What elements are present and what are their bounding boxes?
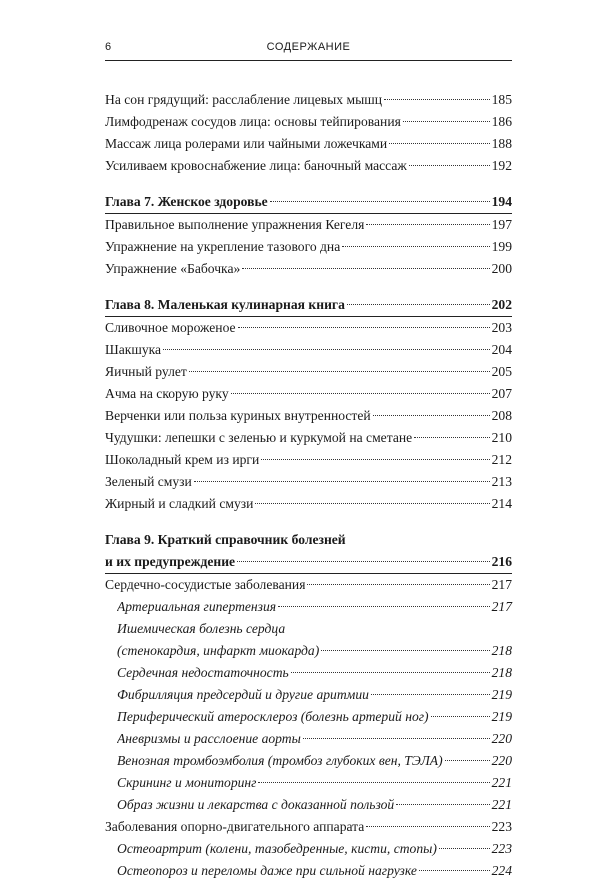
toc-entry: [105, 816, 512, 838]
toc-title: Шакшука: [105, 342, 162, 357]
toc-subentry: [105, 750, 512, 772]
toc-title: (стенокардия, инфаркт миокарда): [117, 643, 320, 658]
dot-leader: [439, 848, 490, 849]
toc-title: Верченки или польза куриных внутренностей: [105, 408, 371, 423]
toc-page-number: 205: [491, 364, 512, 379]
toc-chapter-heading: [105, 529, 512, 551]
toc-title: Образ жизни и лекарства с доказанной пользой: [117, 797, 395, 812]
toc-page-number: 210: [491, 430, 512, 445]
section-gap: [105, 515, 512, 529]
toc-entry: [105, 258, 512, 280]
dot-leader: [242, 268, 489, 269]
toc-title: и их предупреждение: [105, 554, 236, 569]
toc-page-number: 223: [491, 841, 512, 856]
toc-title: Сердечно-сосудистые заболевания: [105, 577, 306, 592]
dot-leader: [303, 738, 490, 739]
toc-title: Лимфодренаж сосудов лица: основы тейпирования: [105, 114, 401, 129]
toc-title: Ишемическая болезнь сердца: [117, 621, 286, 636]
dot-leader: [342, 246, 489, 247]
toc-title: Скрининг и мониторинг: [117, 775, 257, 790]
toc-page-number: 218: [491, 665, 512, 680]
toc-entry: [105, 383, 512, 405]
toc-page-number: 212: [491, 452, 512, 467]
dot-leader: [366, 826, 489, 827]
toc-title: Упражнение на укрепление тазового дна: [105, 239, 341, 254]
toc-title: Чудушки: лепешки с зеленью и куркумой на сметане: [105, 430, 413, 445]
toc-page-number: 218: [491, 643, 512, 658]
toc-subentry: [105, 794, 512, 816]
toc-page-number: 223: [491, 819, 512, 834]
toc-entry: [105, 236, 512, 258]
toc-subentry: [105, 728, 512, 750]
toc-entry: [105, 574, 512, 596]
dot-leader: [231, 393, 490, 394]
dot-leader: [278, 606, 490, 607]
toc-title: Яичный рулет: [105, 364, 187, 379]
toc-subentry: [105, 684, 512, 706]
toc-page-number: 217: [491, 599, 512, 614]
dot-leader: [238, 327, 490, 328]
toc-page-number: 194: [491, 194, 512, 209]
toc-chapter: [105, 191, 512, 214]
dot-leader: [445, 760, 490, 761]
toc-page-number: 216: [491, 554, 512, 569]
toc-title: Периферический атеросклероз (болезнь артерий ног): [117, 709, 429, 724]
toc-title: Артериальная гипертензия: [117, 599, 277, 614]
dot-leader: [255, 503, 489, 504]
toc-title: Венозная тромбоэмболия (тромбоз глубоких вен, ТЭЛА): [117, 753, 443, 768]
toc-page-number: 207: [491, 386, 512, 401]
dot-leader: [384, 99, 490, 100]
dot-leader: [347, 304, 490, 305]
dot-leader: [409, 165, 490, 166]
toc-entry: [105, 89, 512, 111]
dot-leader: [321, 650, 489, 651]
toc-page-number: 219: [491, 709, 512, 724]
toc-title: Заболевания опорно-двигательного аппарата: [105, 819, 365, 834]
dot-leader: [373, 415, 490, 416]
page-number: 6: [105, 41, 112, 53]
toc-title: Остеопороз и переломы даже при сильной нагрузке: [117, 863, 417, 878]
dot-leader: [194, 481, 490, 482]
toc-page-number: 186: [491, 114, 512, 129]
toc-page-number: 199: [491, 239, 512, 254]
toc-page-number: 208: [491, 408, 512, 423]
toc-entry: [105, 427, 512, 449]
toc-chapter: [105, 551, 512, 574]
toc-subentry: [105, 772, 512, 794]
toc-page-number: 220: [491, 753, 512, 768]
toc-title: Упражнение «Бабочка»: [105, 261, 241, 276]
toc-subentry: [105, 838, 512, 860]
toc-title: Сливочное мороженое: [105, 320, 236, 335]
dot-leader: [389, 143, 489, 144]
toc-entry: [105, 339, 512, 361]
toc-title: Аневризмы и расслоение аорты: [117, 731, 301, 746]
dot-leader: [431, 716, 490, 717]
dot-leader: [307, 584, 489, 585]
toc-entry: [105, 155, 512, 177]
toc-title: Глава 7. Женское здоровье: [105, 194, 268, 209]
dot-leader: [414, 437, 489, 438]
toc-title: Шоколадный крем из ирги: [105, 452, 260, 467]
toc-page-number: 200: [491, 261, 512, 276]
toc-title: Зеленый смузи: [105, 474, 192, 489]
dot-leader: [258, 782, 489, 783]
toc-page-number: 185: [491, 92, 512, 107]
toc-title: Глава 9. Краткий справочник болезней: [105, 532, 346, 547]
toc-page-number: 214: [491, 496, 512, 511]
toc-page-number: 224: [491, 863, 512, 878]
toc-entry: [105, 133, 512, 155]
page-title: СОДЕРЖАНИЕ: [266, 41, 351, 53]
toc-entry: [105, 493, 512, 515]
toc-subentry: [105, 640, 512, 662]
dot-leader: [291, 672, 490, 673]
page-header: [105, 38, 512, 61]
toc-page-number: 202: [491, 297, 512, 312]
toc-entry: [105, 214, 512, 236]
toc-subentry: [105, 860, 512, 882]
section-gap: [105, 280, 512, 294]
toc-title: Массаж лица ролерами или чайными ложечками: [105, 136, 388, 151]
toc-subentry-heading: [105, 618, 512, 640]
toc-page-number: 197: [491, 217, 512, 232]
toc-chapter: [105, 294, 512, 317]
toc-page-number: 221: [491, 775, 512, 790]
toc-page-number: 188: [491, 136, 512, 151]
toc-title: Фибрилляция предсердий и другие аритмии: [117, 687, 369, 702]
section-gap: [105, 177, 512, 191]
toc-page-number: 204: [491, 342, 512, 357]
toc-page-number: 219: [491, 687, 512, 702]
toc-page-number: 217: [491, 577, 512, 592]
dot-leader: [189, 371, 490, 372]
toc-entry: [105, 111, 512, 133]
toc-title: Усиливаем кровоснабжение лица: баночный массаж: [105, 158, 407, 173]
dot-leader: [261, 459, 489, 460]
toc-page-number: 221: [491, 797, 512, 812]
toc-title: Правильное выполнение упражнения Кегеля: [105, 217, 365, 232]
toc-entry: [105, 317, 512, 339]
toc-subentry: [105, 596, 512, 618]
toc-entry: [105, 471, 512, 493]
dot-leader: [366, 224, 489, 225]
dot-leader: [419, 870, 490, 871]
toc-title: Глава 8. Маленькая кулинарная книга: [105, 297, 345, 312]
dot-leader: [403, 121, 490, 122]
toc-entry: [105, 449, 512, 471]
toc-title: Жирный и сладкий смузи: [105, 496, 254, 511]
toc-entry: [105, 361, 512, 383]
toc-page-number: 213: [491, 474, 512, 489]
toc-title: Остеоартрит (колени, тазобедренные, кисти, стопы): [117, 841, 437, 856]
toc-title: Ачма на скорую руку: [105, 386, 229, 401]
toc-title: На сон грядущий: расслабление лицевых мышц: [105, 92, 382, 107]
toc-entry: [105, 405, 512, 427]
dot-leader: [371, 694, 490, 695]
dot-leader: [270, 201, 490, 202]
table-of-contents: [105, 89, 512, 882]
toc-subentry: [105, 662, 512, 684]
dot-leader: [237, 561, 490, 562]
toc-title: Сердечная недостаточность: [117, 665, 289, 680]
toc-page-number: 192: [491, 158, 512, 173]
toc-page-number: 203: [491, 320, 512, 335]
toc-page-number: 220: [491, 731, 512, 746]
dot-leader: [163, 349, 490, 350]
toc-subentry: [105, 706, 512, 728]
dot-leader: [396, 804, 489, 805]
